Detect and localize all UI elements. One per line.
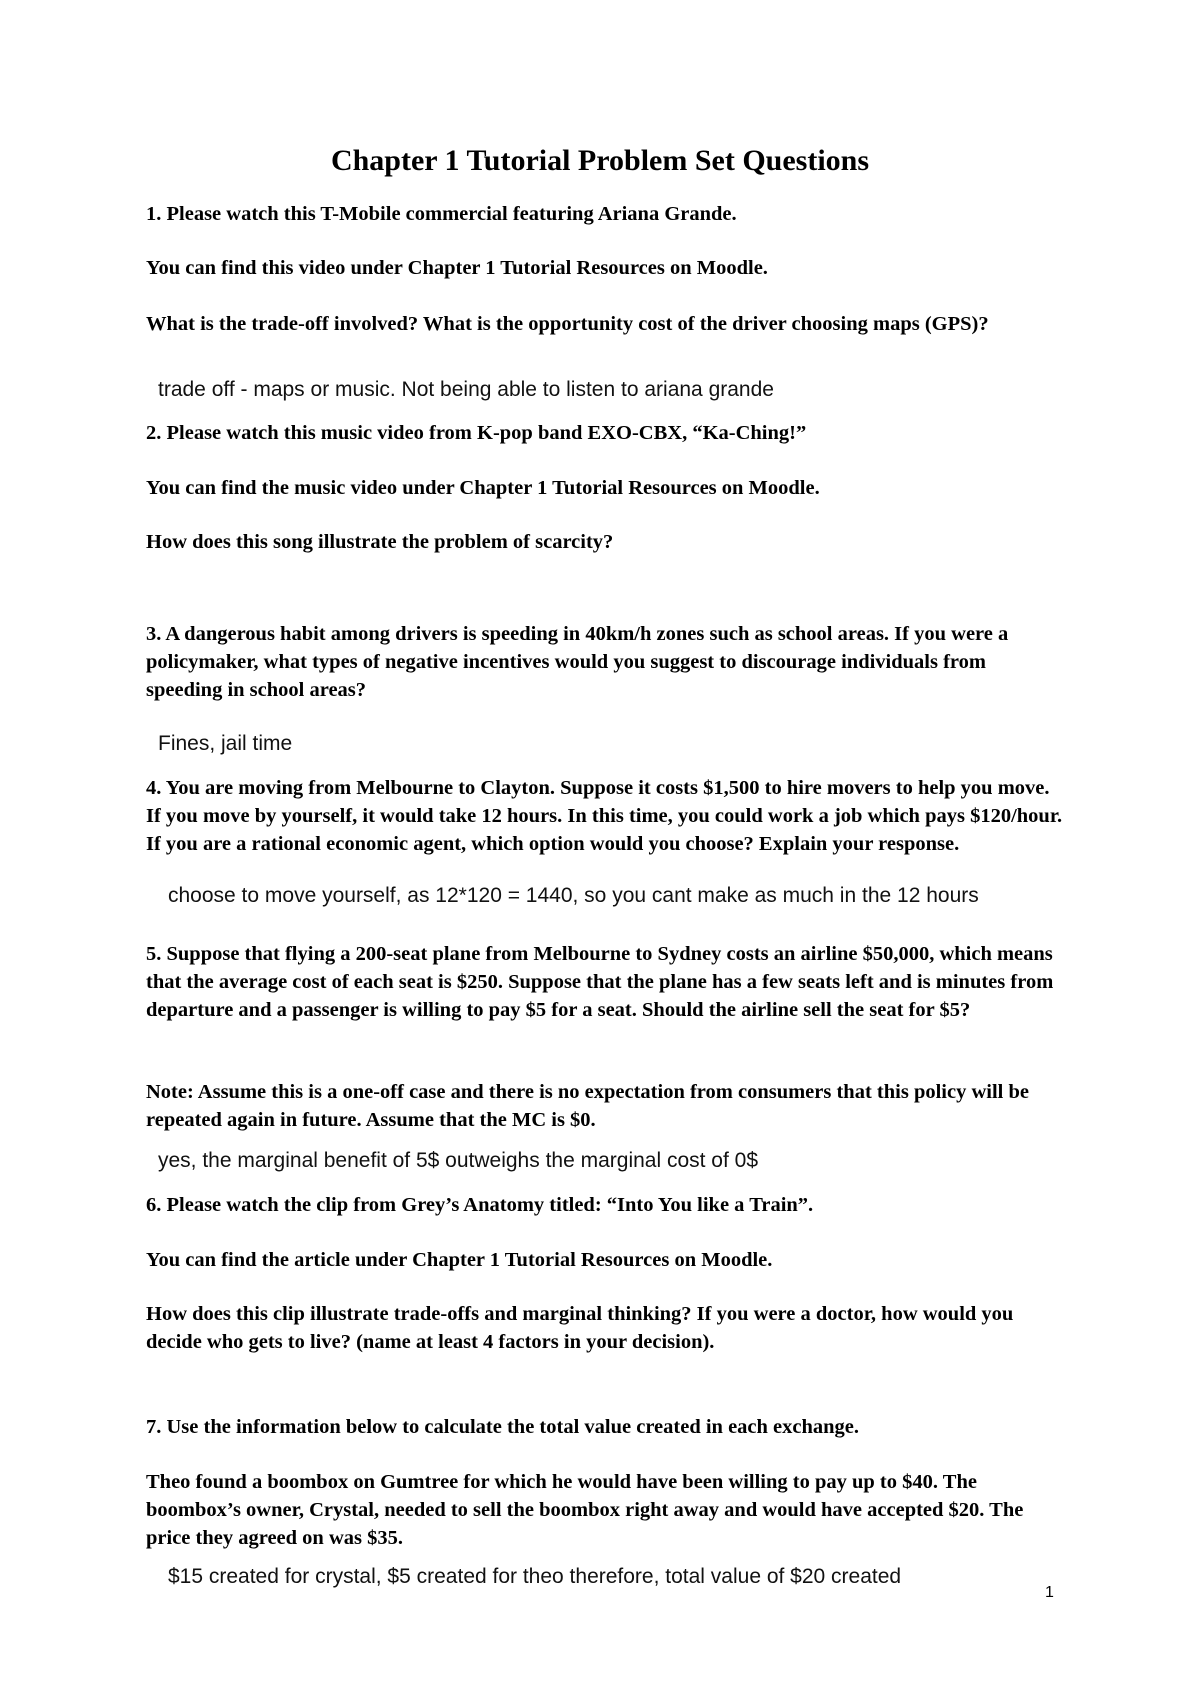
q6-resource-note: You can find the article under Chapter 1 Tutorial Resources on Moodle.	[146, 1249, 773, 1271]
q7-prompt: 7. Use the information below to calculate the total value created in each exchange.	[146, 1416, 860, 1438]
q1-answer: trade off - maps or music. Not being able to listen to ariana grande	[158, 378, 774, 401]
q5-question: 5. Suppose that flying a 200-seat plane from Melbourne to Sydney costs an airline $50,000, which means that the average cost of each seat is $250. Suppose that the plane has a few seats left and is minutes from departure and a passenger is willing to pay $5 for a seat. Should the airline sell the seat for $5?	[146, 943, 1054, 1021]
q1-resource-note: You can find this video under Chapter 1 Tutorial Resources on Moodle.	[146, 257, 768, 279]
q4-question: 4. You are moving from Melbourne to Clayton. Suppose it costs $1,500 to hire movers to help you move. If you move by yourself, it would take 12 hours. In this time, you could work a job which pays $120/hour. If you are a rational economic agent, which option would you choose? Explain your response.	[146, 777, 1063, 855]
page-title: Chapter 1 Tutorial Problem Set Questions	[330, 144, 870, 177]
q6-prompt: 6. Please watch the clip from Grey’s Anatomy titled: “Into You like a Train”.	[146, 1194, 814, 1216]
q3-question: 3. A dangerous habit among drivers is speeding in 40km/h zones such as school areas. If you were a policymaker, what types of negative incentives would you suggest to discourage individuals from speeding in school areas?	[146, 623, 1009, 701]
q2-question: How does this song illustrate the problem of scarcity?	[146, 531, 614, 553]
q4-answer: choose to move yourself, as 12*120 = 1440, so you cant make as much in the 12 hours	[168, 884, 979, 907]
q7-scenario: Theo found a boombox on Gumtree for which he would have been willing to pay up to $40. The boombox’s owner, Crystal, needed to sell the boombox right away and would have accepted $20. The price they agreed on was $35.	[146, 1471, 1024, 1549]
page-number: 1	[1045, 1584, 1054, 1601]
q2-resource-note: You can find the music video under Chapter 1 Tutorial Resources on Moodle.	[146, 477, 820, 499]
q6-question: How does this clip illustrate trade-offs and marginal thinking? If you were a doctor, how would you decide who gets to live? (name at least 4 factors in your decision).	[146, 1303, 1014, 1353]
q5-note: Note: Assume this is a one-off case and there is no expectation from consumers that this policy will be repeated again in future. Assume that the MC is $0.	[146, 1081, 1029, 1131]
q7-answer: $15 created for crystal, $5 created for theo therefore, total value of $20 created	[168, 1565, 902, 1588]
q3-answer: Fines, jail time	[158, 732, 293, 755]
q5-answer: yes, the marginal benefit of 5$ outweighs the marginal cost of 0$	[158, 1149, 759, 1172]
q2-prompt: 2. Please watch this music video from K-pop band EXO-CBX, “Ka-Ching!”	[146, 422, 807, 444]
q1-question: What is the trade-off involved? What is the opportunity cost of the driver choosing maps (GPS)?	[146, 313, 989, 335]
q1-prompt: 1. Please watch this T-Mobile commercial featuring Ariana Grande.	[146, 203, 737, 225]
